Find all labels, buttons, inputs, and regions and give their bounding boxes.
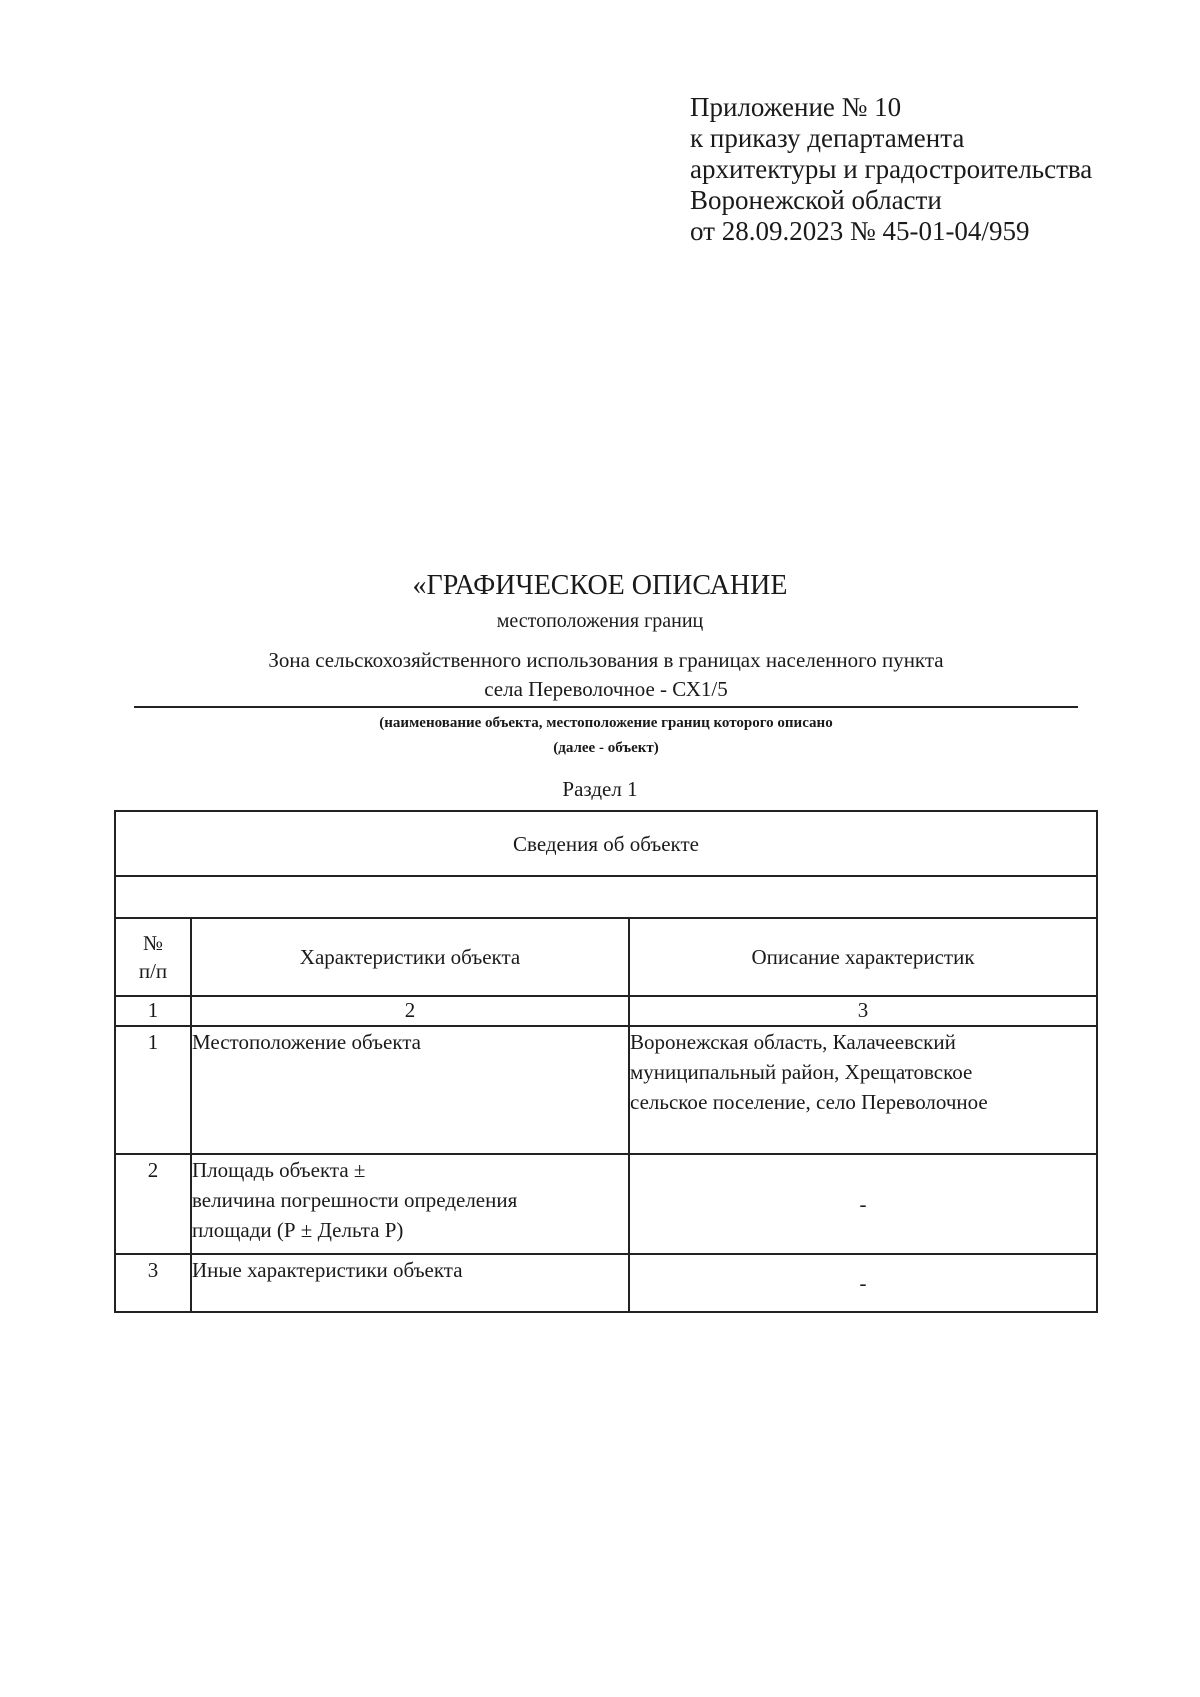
row-number: 3 [115,1254,191,1312]
object-name-line: села Переволочное - СХ1/5 [484,677,728,701]
document-subtitle: местоположения границ [496,610,704,632]
row-characteristic [191,1026,629,1154]
characteristic-line: величина погрешности определения [192,1188,518,1212]
header-characteristics: Характеристики объекта [191,918,629,996]
index-cell: 1 [115,996,191,1026]
row-description: - [629,1254,1097,1312]
table-empty-cell [115,876,1097,918]
row-characteristic [191,1154,629,1254]
characteristic-line: Площадь объекта ± [192,1158,366,1182]
row-number: 1 [115,1026,191,1154]
index-cell: 2 [191,996,629,1026]
description-line: муниципальный район, Хрещатовское [630,1060,973,1084]
characteristic-line: Иные характеристики объекта [192,1258,463,1282]
header-number-line: № [142,931,164,955]
object-name-underline [134,706,1078,708]
row-characteristic [191,1254,629,1312]
description-line: Воронежская область, Калачеевский [630,1030,956,1054]
object-name [134,646,1078,704]
appendix-line: Воронежской области [690,185,942,215]
table-row [115,1154,1097,1254]
table-row [115,1026,1097,1154]
description-line: сельское поселение, село Переволочное [630,1090,988,1114]
header-number-line: п/п [138,959,168,983]
characteristic-line: площади (Р ± Дельта Р) [192,1218,404,1242]
appendix-line: архитектуры и градостроительства [690,154,1093,184]
table-caption: Сведения об объекте [115,811,1097,876]
document-title: «ГРАФИЧЕСКОЕ ОПИСАНИЕ [412,570,788,601]
appendix-line: Приложение № 10 [690,92,902,122]
object-caption-line: (наименование объекта, местоположение границ которого описано [379,715,833,731]
object-info-table [114,810,1098,1313]
characteristic-line: Местоположение объекта [192,1030,422,1054]
row-description: - [629,1154,1097,1254]
header-description: Описание характеристик [629,918,1097,996]
index-cell: 3 [629,996,1097,1026]
object-caption-line: (далее - объект) [553,740,659,756]
appendix-line: от 28.09.2023 № 45-01-04/959 [690,216,1030,246]
table-row [115,1254,1097,1312]
row-description [629,1026,1097,1154]
table-empty-row [115,876,1097,918]
row-number: 2 [115,1154,191,1254]
appendix-line: к приказу департамента [690,123,965,153]
table-index-row [115,996,1097,1026]
object-caption [134,711,1078,761]
table-caption-row [115,811,1097,876]
header-number [115,918,191,996]
section-label: Раздел 1 [562,777,638,801]
appendix-header [690,92,1170,247]
table-header-row [115,918,1097,996]
object-name-line: Зона сельскохозяйственного использования в границах населенного пункта [268,648,944,672]
